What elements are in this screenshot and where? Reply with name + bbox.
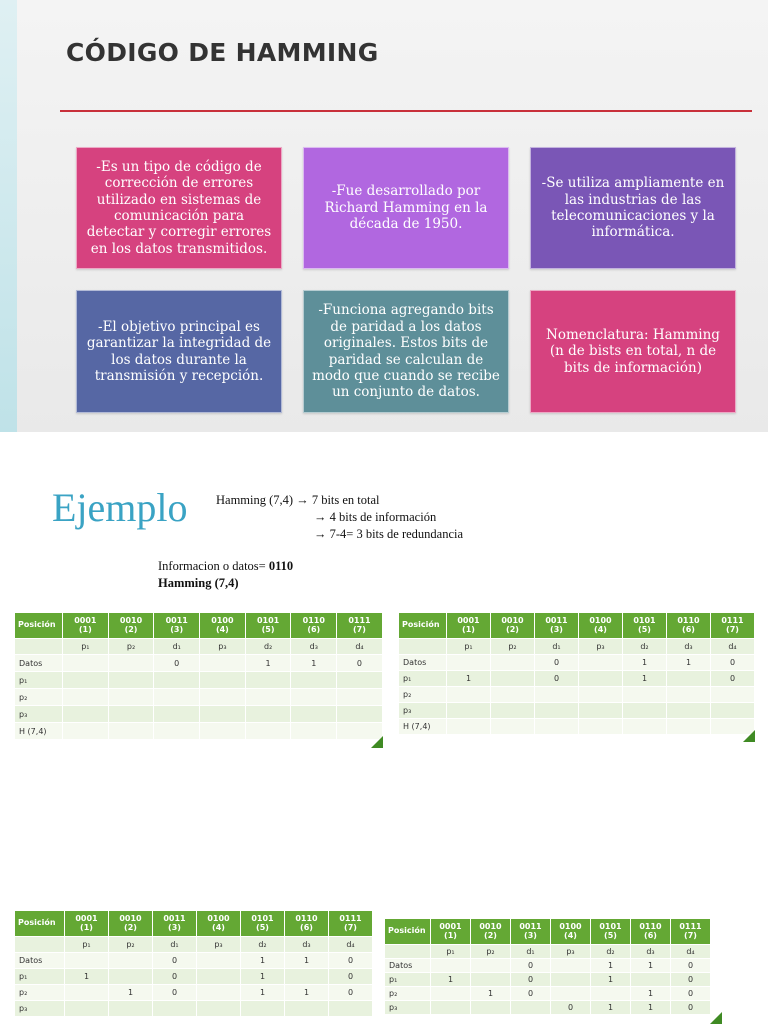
info-box-definition: -Es un tipo de código de corrección de errores utilizado en sistemas de comunicación para detectar y corregir errores en los datos transmitidos. [76,147,282,269]
col-header-2: 0010 (2) [491,613,535,639]
col-header-1: 0001 (1) [447,613,491,639]
col-header-1: 0001 (1) [65,911,109,937]
hamming-table-step4 [384,918,711,1015]
table-row: H (7,4) [399,719,755,735]
table-row: p₂ [399,687,755,703]
col-header-5: 0101 (5) [591,919,631,945]
position-header: Posición [385,919,431,945]
col-header-3: 0011 (3) [154,613,200,639]
bit-role-row: p₁ p₂ d₁ p₃ d₂ d₃ d₄ [15,639,383,655]
position-header: Posición [399,613,447,639]
table-row: Datos 0 1 1 0 [15,953,373,969]
col-header-3: 0011 (3) [511,919,551,945]
position-header: Posición [15,613,63,639]
col-header-2: 0010 (2) [109,911,153,937]
col-header-7: 0111 (7) [671,919,711,945]
title-divider [60,110,752,112]
table-row: p₁ 1 0 1 0 [399,671,755,687]
table-row: p₂ 1 0 1 1 0 [15,985,373,1001]
table-corner-decoration [710,1012,722,1024]
info-box-origin: -Fue desarrollado por Richard Hamming en la década de 1950. [303,147,509,269]
table-row: H (7,4) [15,723,383,740]
hamming-table-step1 [14,612,383,740]
table-header-row [385,919,711,945]
example-heading: Ejemplo [52,485,188,530]
data-line [158,559,293,574]
table-row: p₃ [15,1001,373,1017]
col-header-4: 0100 (4) [579,613,623,639]
table-row: p₃ [399,703,755,719]
info-box-objective: -El objetivo principal es garantizar la integridad de los datos durante la transmisión y recepción. [76,290,282,413]
table-row: p₁ 1 0 1 0 [15,969,373,985]
table-row: p₂ [15,689,383,706]
hamming-table-step2 [398,612,755,735]
col-header-7: 0111 (7) [329,911,373,937]
hamming-table-step3 [14,910,373,1017]
bit-role-row: p₁ p₂ d₁ p₃ d₂ d₃ d₄ [399,639,755,655]
col-header-3: 0011 (3) [153,911,197,937]
bit-role-row: p₁ p₂ d₁ p₃ d₂ d₃ d₄ [15,937,373,953]
col-header-2: 0010 (2) [471,919,511,945]
table-row: p₁ [15,672,383,689]
info-box-nomenclature: Nomenclatura: Hamming (n de bists en total, n de bits de información) [530,290,736,413]
col-header-4: 0100 (4) [551,919,591,945]
slide-title: CÓDIGO DE HAMMING [66,38,379,67]
table-corner-decoration [371,736,383,748]
table-row: p₁ 1 0 1 0 [385,973,711,987]
hamming-total-line: Hamming (7,4) → 7 bits en total [216,493,380,507]
col-header-1: 0001 (1) [431,919,471,945]
table-row: Datos 0 1 1 0 [15,655,383,672]
table-header-row [15,911,373,937]
table-header-row [399,613,755,639]
col-header-3: 0011 (3) [535,613,579,639]
table-header-row [15,613,383,639]
slide-accent-bar [0,0,17,432]
col-header-5: 0101 (5) [245,613,291,639]
info-bits-line: → 4 bits de información [314,510,437,524]
table-row: Datos 0 1 1 0 [399,655,755,671]
position-header: Posición [15,911,65,937]
col-header-6: 0110 (6) [631,919,671,945]
col-header-6: 0110 (6) [667,613,711,639]
info-box-function: -Funciona agregando bits de paridad a los datos originales. Estos bits de paridad se calculan de modo que cuando se recibe un conjunto de datos. [303,290,509,413]
table-row: Datos 0 1 1 0 [385,959,711,973]
bit-role-row: p₁ p₂ d₁ p₃ d₂ d₃ d₄ [385,945,711,959]
col-header-6: 0110 (6) [291,613,337,639]
col-header-7: 0111 (7) [337,613,383,639]
col-header-7: 0111 (7) [711,613,755,639]
col-header-6: 0110 (6) [285,911,329,937]
data-label: Informacion o datos= [158,559,266,573]
table-row: p₃ [15,706,383,723]
col-header-2: 0010 (2) [108,613,154,639]
col-header-4: 0100 (4) [200,613,246,639]
slide [0,0,768,432]
redundancy-bits-line: → 7-4= 3 bits de redundancia [314,527,464,541]
table-corner-decoration [743,730,755,742]
data-value: 0110 [268,559,294,573]
table-row: p₂ 1 0 1 0 [385,987,711,1001]
hamming-label: Hamming (7,4) [158,576,239,590]
col-header-1: 0001 (1) [63,613,109,639]
col-header-5: 0101 (5) [623,613,667,639]
table-row: p₃ 0 1 1 0 [385,1001,711,1015]
info-box-usage: -Se utiliza ampliamente en las industrias de las telecomunicaciones y la informática. [530,147,736,269]
col-header-4: 0100 (4) [197,911,241,937]
col-header-5: 0101 (5) [241,911,285,937]
